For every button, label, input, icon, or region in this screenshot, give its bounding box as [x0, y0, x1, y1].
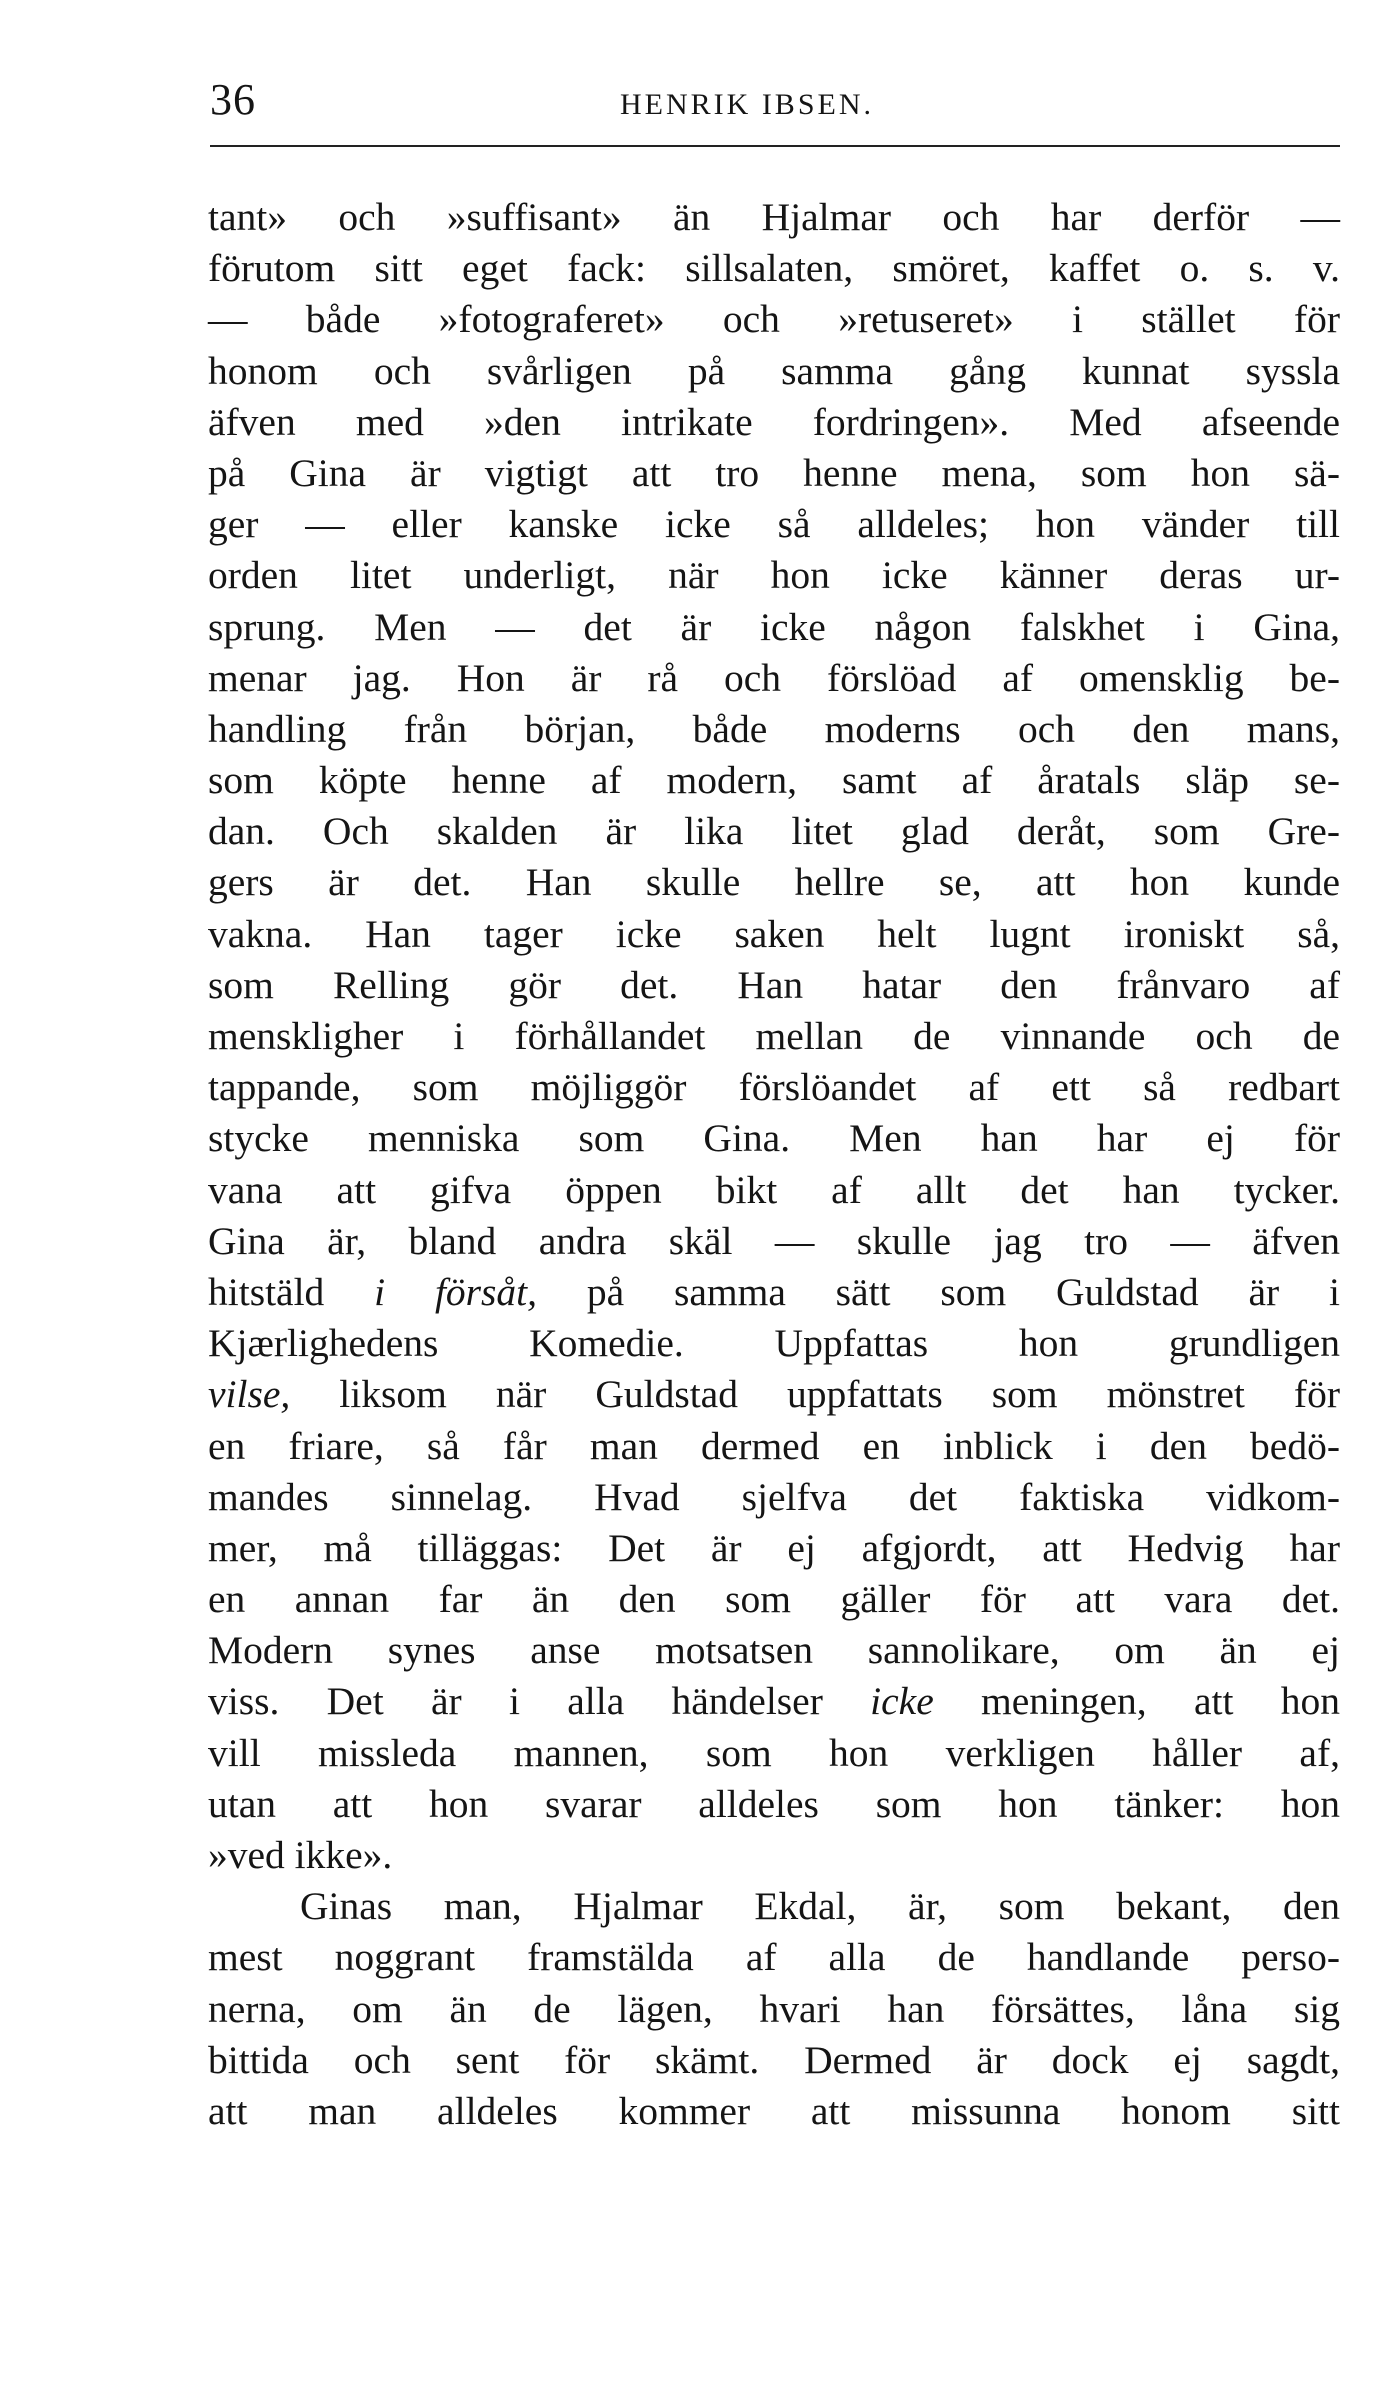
text-line: mandes sinnelag. Hvad sjelfva det faktiska vidkom- — [208, 1474, 1340, 1519]
text-line: vana att gifva öppen bikt af allt det han tycker. — [208, 1167, 1340, 1212]
text-line: utan att hon svarar alldeles som hon tänker: hon — [208, 1781, 1340, 1826]
text-line: honom och svårligen på samma gång kunnat syssla — [208, 348, 1340, 393]
text-line: Ginas man, Hjalmar Ekdal, är, som bekant, den — [300, 1884, 1340, 1929]
text-line: menskligher i förhållandet mellan de vinnande och de — [208, 1014, 1340, 1058]
text-line — [208, 1676, 1340, 1727]
text-line: som köpte henne af modern, samt af åratals släp se- — [208, 758, 1340, 803]
text-run: på samma sätt som Guldstad är i — [537, 1269, 1340, 1314]
text-run: hitstäld — [208, 1269, 375, 1314]
text-line — [208, 1267, 1340, 1318]
body-text — [208, 192, 1340, 2137]
text-line: dan. Och skalden är lika litet glad deråt, som Gre- — [208, 809, 1340, 854]
text-line: »ved ikke». — [208, 1833, 393, 1877]
text-run: liksom när Guldstad uppfattats som mönstret för — [290, 1372, 1340, 1417]
text-line: Kjærlighedens Komedie. Uppfattas hon grundligen — [208, 1321, 1340, 1366]
italic-text: vilse, — [208, 1372, 291, 1417]
text-line: förutom sitt eget fack: sillsalaten, smöret, kaffet o. s. v. — [208, 246, 1340, 291]
text-line: vill missleda mannen, som hon verkligen håller af, — [208, 1730, 1340, 1775]
text-line: en annan far än den som gäller för att vara det. — [208, 1577, 1340, 1622]
text-line: nerna, om än de lägen, hvari han försättes, låna sig — [208, 1986, 1340, 2031]
text-line: stycke menniska som Gina. Men han har ej för — [208, 1116, 1340, 1161]
text-run: viss. Det är i alla händelser — [208, 1679, 871, 1724]
text-run: meningen, att hon — [933, 1679, 1340, 1724]
text-line: menar jag. Hon är rå och förslöad af omensklig be- — [208, 655, 1340, 700]
text-line: mer, må tilläggas: Det är ej afgjordt, att Hedvig har — [208, 1525, 1340, 1570]
text-line: äfven med »den intrikate fordringen». Med afseende — [208, 399, 1340, 444]
text-line: ger — eller kanske icke så alldeles; hon vänder till — [208, 502, 1340, 547]
running-head: HENRIK IBSEN. — [620, 88, 874, 121]
text-line: på Gina är vigtigt att tro henne mena, som hon sä- — [208, 450, 1340, 495]
text-line: som Relling gör det. Han hatar den frånvaro af — [208, 962, 1340, 1007]
paragraph-2 — [208, 1881, 1340, 2137]
text-line: handling från början, både moderns och den mans, — [208, 706, 1340, 751]
paragraph-1 — [208, 192, 1340, 1881]
text-line: tant» och »suffisant» än Hjalmar och har derför — — [208, 195, 1340, 239]
italic-text: i försåt, — [374, 1269, 538, 1314]
text-line: att man alldeles kommer att missunna honom sitt — [208, 2088, 1340, 2133]
text-line: — både »fotograferet» och »retuseret» i stället för — [208, 297, 1340, 342]
text-line: Modern synes anse motsatsen sannolikare, om än ej — [208, 1628, 1340, 1673]
text-line: en friare, så får man dermed en inblick i den bedö- — [208, 1423, 1340, 1468]
text-line — [208, 1369, 1340, 1420]
page-number: 36 — [210, 75, 256, 124]
text-line: Gina är, bland andra skäl — skulle jag tro — äfven — [208, 1218, 1340, 1263]
text-line: tappande, som möjliggör förslöandet af ett så redbart — [208, 1065, 1340, 1110]
header-rule — [210, 145, 1340, 147]
text-line: orden litet underligt, när hon icke känner deras ur- — [208, 553, 1340, 598]
text-line: bittida och sent för skämt. Dermed är dock ej sagdt, — [208, 2037, 1340, 2082]
text-line: mest noggrant framstälda af alla de handlande perso- — [208, 1935, 1340, 1980]
text-line: sprung. Men — det är icke någon falskhet i Gina, — [208, 604, 1340, 649]
text-line: gers är det. Han skulle hellre se, att hon kunde — [208, 860, 1340, 905]
italic-text: icke — [870, 1679, 934, 1724]
text-line: vakna. Han tager icke saken helt lugnt ironiskt så, — [208, 911, 1340, 956]
